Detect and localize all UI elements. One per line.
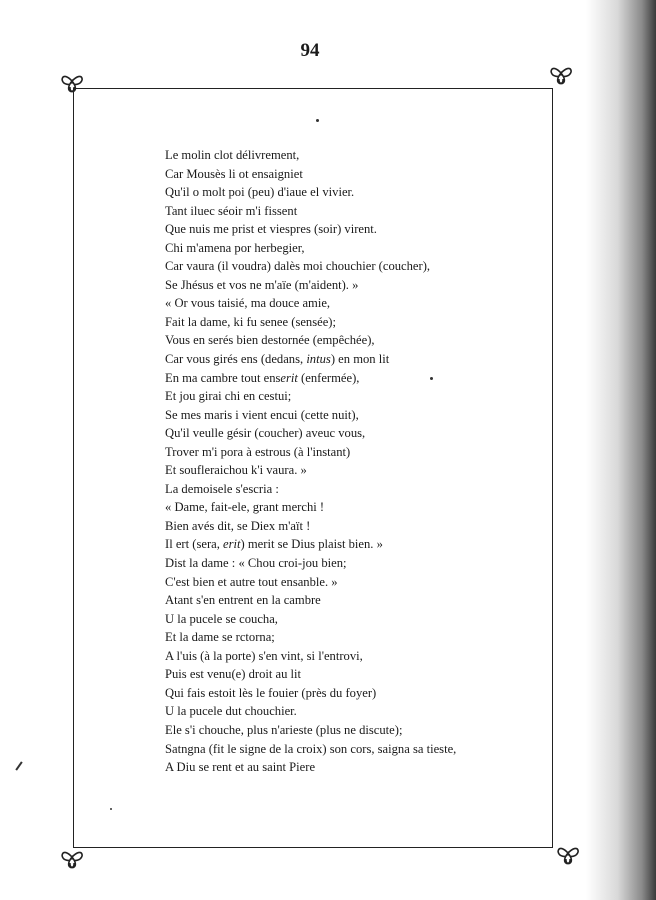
poem-line: Ele s'i chouche, plus n'arieste (plus ne discute); — [165, 722, 403, 737]
poem-line: Se Jhésus et vos ne m'aïe (m'aident). » — [165, 277, 359, 292]
poem-line: Se mes maris i vient encui (cette nuit), — [165, 407, 359, 422]
poem-line: Tant iluec séoir m'i fissent — [165, 203, 298, 218]
poem-line: Car vous girés ens (dedans, intus) en mon lit — [165, 352, 390, 367]
ink-mark — [15, 761, 22, 770]
corner-ornament-icon — [57, 842, 87, 872]
poem-line: Puis est venu(e) droit au lit — [165, 667, 302, 682]
poem-line: En ma cambre tout enserit (enfermée), — [165, 370, 360, 385]
poem-line: Trover m'i pora à estrous (à l'instant) — [165, 444, 351, 459]
poem-line: Satngna (fit le signe de la croix) son cors, saigna sa tieste, — [165, 741, 457, 756]
poem-line: Et soufleraichou k'i vaura. » — [165, 463, 307, 478]
poem-line: Et la dame se rctorna; — [165, 630, 275, 645]
poem-line: C'est bien et autre tout ensanble. » — [165, 574, 338, 589]
poem-text — [165, 146, 525, 777]
poem-line: La demoisele s'escria : — [165, 481, 279, 496]
ink-speck — [316, 119, 319, 122]
poem-line: A Diu se rent et au saint Piere — [165, 760, 316, 775]
poem-line: Qu'il veulle gésir (coucher) aveuc vous, — [165, 426, 366, 441]
poem-line: Chi m'amena por herbegier, — [165, 240, 305, 255]
poem-line: « Or vous taisié, ma douce amie, — [165, 296, 331, 311]
poem-line: Bien avés dit, se Diex m'aït ! — [165, 518, 311, 533]
ink-speck — [110, 808, 112, 810]
poem-line: Il ert (sera, erit) merit se Dius plaist bien. » — [165, 537, 383, 552]
poem-line: Car vaura (il voudra) dalès moi chouchier (coucher), — [165, 259, 431, 274]
poem-line: Car Mousès li ot ensaigniet — [165, 166, 303, 181]
corner-ornament-icon — [57, 66, 87, 96]
poem-line: U la pucele dut chouchier. — [165, 704, 297, 719]
poem-line: Vous en serés bien destornée (empêchée), — [165, 333, 375, 348]
poem-line: Et jou girai chi en cestui; — [165, 389, 292, 404]
poem-line: U la pucele se coucha, — [165, 611, 278, 626]
poem-line: « Dame, fait-ele, grant merchi ! — [165, 500, 325, 515]
ink-speck — [430, 377, 433, 380]
corner-ornament-icon — [546, 58, 576, 88]
poem-line: Qu'il o molt poi (peu) d'iaue el vivier. — [165, 185, 355, 200]
page-number: 94 — [300, 40, 320, 61]
poem-line: Dist la dame : « Chou croi-jou bien; — [165, 556, 347, 571]
page-edge-shadow — [586, 0, 656, 900]
poem-line: Le molin clot délivrement, — [165, 148, 300, 162]
poem-line: A l'uis (à la porte) s'en vint, si l'entrovi, — [165, 648, 363, 663]
poem-line: Que nuis me prist et viespres (soir) virent. — [165, 222, 377, 237]
poem-line: Fait la dame, ki fu senee (sensée); — [165, 314, 336, 329]
poem-line: Atant s'en entrent en la cambre — [165, 593, 321, 608]
corner-ornament-icon — [553, 838, 583, 868]
poem-line: Qui fais estoit lès le fouier (près du foyer) — [165, 685, 377, 700]
